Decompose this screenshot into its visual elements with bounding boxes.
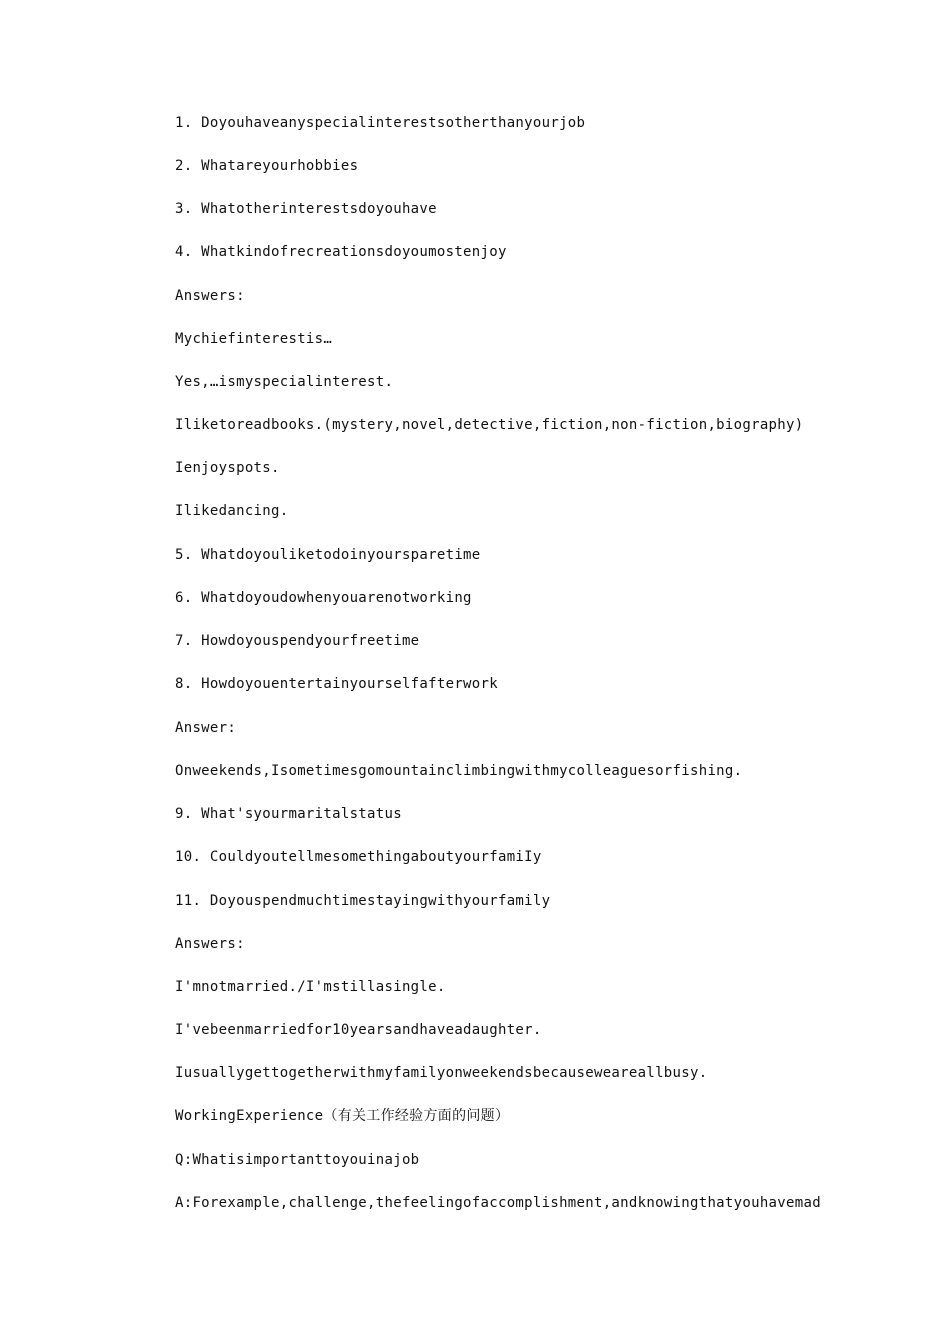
answer-line: A:Forexample,challenge,thefeelingofaccomplishment,andknowingthatyouhavemad xyxy=(175,1195,821,1211)
question-10: 10. CouldyoutellmesomethingaboutyourfamiIy xyxy=(175,849,542,865)
answer-line: Ienjoyspots. xyxy=(175,460,280,476)
answer-line: I'vebeenmarriedfor10yearsandhaveadaughter. xyxy=(175,1022,542,1038)
answer-line: I'mnotmarried./I'mstillasingle. xyxy=(175,979,446,995)
answers-heading-1: Answers: xyxy=(175,288,245,304)
question-8: 8. Howdoyouentertainyourselfafterwork xyxy=(175,676,498,692)
answer-line: Mychiefinterestis… xyxy=(175,331,333,347)
answers-heading-2: Answers: xyxy=(175,936,245,952)
question-7: 7. Howdoyouspendyourfreetime xyxy=(175,633,420,649)
answer-line: Onweekends,Isometimesgomountainclimbingwithmycolleaguesorfishing. xyxy=(175,763,743,779)
question-1: 1. Doyouhaveanyspecialinterestsotherthanyourjob xyxy=(175,115,586,131)
answer-line: Iusuallygettogetherwithmyfamilyonweekendsbecauseweareallbusy. xyxy=(175,1065,708,1081)
answer-line: Yes,…ismyspecialinterest. xyxy=(175,374,394,390)
question-6: 6. Whatdoyoudowhenyouarenotworking xyxy=(175,590,472,606)
question-line: Q:Whatisimportanttoyouinajob xyxy=(175,1152,420,1168)
question-3: 3. Whatotherinterestsdoyouhave xyxy=(175,201,437,217)
answer-heading: Answer: xyxy=(175,720,237,736)
question-5: 5. Whatdoyouliketodoinyoursparetime xyxy=(175,547,481,563)
answer-line: Ilikedancing. xyxy=(175,503,289,519)
section-heading-working-experience: WorkingExperience（有关工作经验方面的问题） xyxy=(175,1108,510,1124)
question-9: 9. What'syourmaritalstatus xyxy=(175,806,402,822)
question-4: 4. Whatkindofrecreationsdoyoumostenjoy xyxy=(175,244,507,260)
answer-line: Iliketoreadbooks.(mystery,novel,detective,fiction,non-fiction,biography) xyxy=(175,417,804,433)
question-2: 2. Whatareyourhobbies xyxy=(175,158,359,174)
question-11: 11. Doyouspendmuchtimestayingwithyourfamily xyxy=(175,893,551,909)
